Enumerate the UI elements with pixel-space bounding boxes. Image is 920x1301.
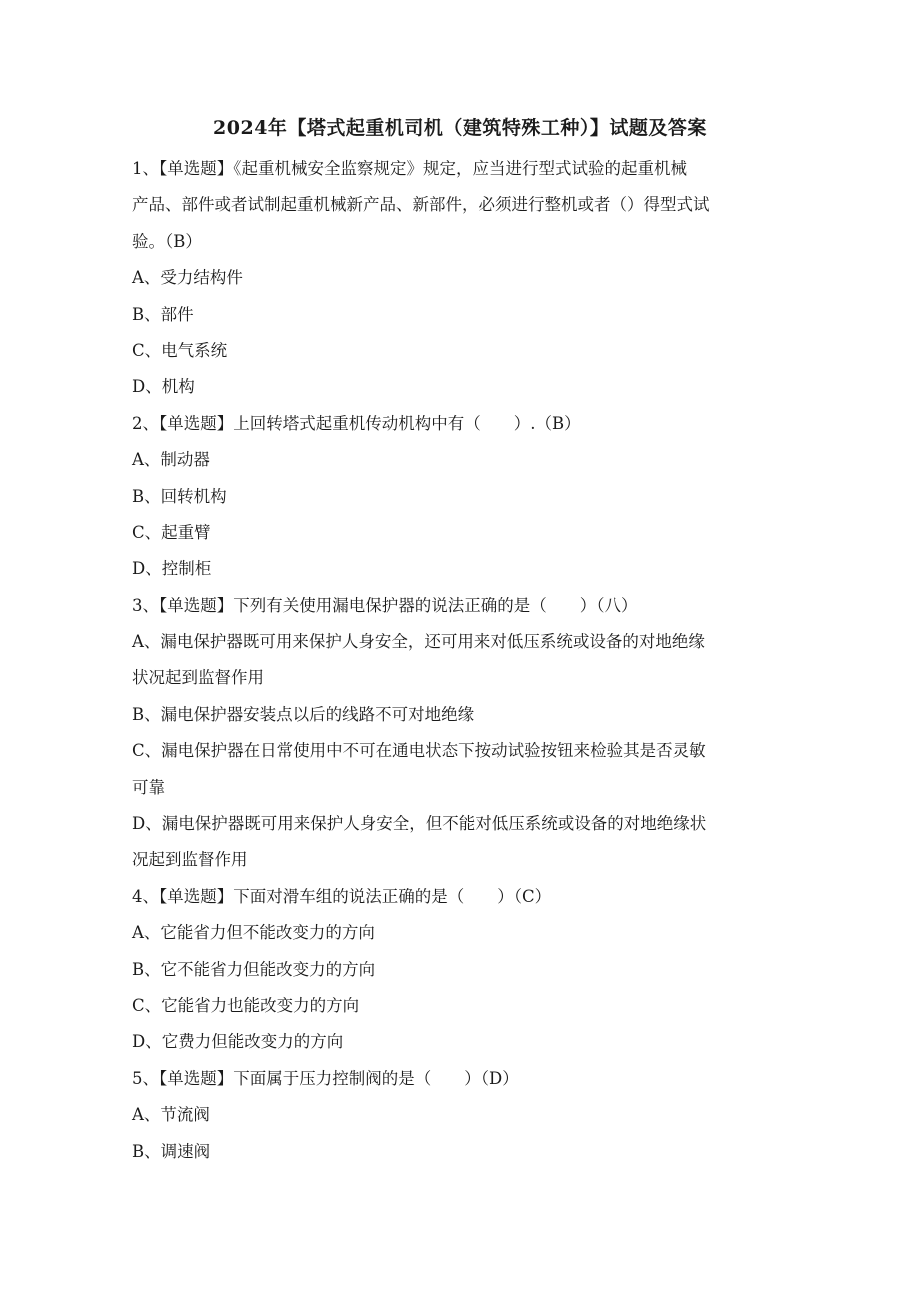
question-4-option-c: C、它能省力也能改变力的方向 bbox=[132, 995, 360, 1015]
question-5-text: 5、【单选题】下面属于压力控制阀的是（ ）（D） bbox=[132, 1068, 519, 1088]
question-5-option-b: B、调速阀 bbox=[132, 1141, 211, 1161]
question-3-text: 3、【单选题】下列有关使用漏电保护器的说法正确的是（ ）（八） bbox=[132, 595, 638, 615]
question-4-option-d: D、它费力但能改变力的方向 bbox=[132, 1032, 344, 1052]
question-1-text: 1、【单选题】《起重机械安全监察规定》规定，应当进行型式试验的起重机械 bbox=[132, 159, 687, 178]
question-1-text-cont: 产品、部件或者试制起重机械新产品、新部件，必须进行整机或者（）得型式试 bbox=[132, 195, 710, 215]
question-1-option-c: C、电气系统 bbox=[132, 340, 228, 360]
question-1-option-d: D、机构 bbox=[132, 377, 195, 397]
question-4-option-b: B、它不能省力但能改变力的方向 bbox=[132, 959, 376, 979]
question-1-text-end: 验。（B） bbox=[132, 231, 202, 251]
question-3-option-d-cont: 况起到监督作用 bbox=[132, 850, 248, 870]
question-3-option-a-cont: 状况起到监督作用 bbox=[132, 668, 264, 688]
question-1-option-a: A、受力结构件 bbox=[132, 268, 243, 288]
question-4-text: 4、【单选题】下面对滑车组的说法正确的是（ ）（C） bbox=[132, 886, 552, 906]
question-2-option-a: A、制动器 bbox=[132, 450, 210, 470]
question-1-option-b: B、部件 bbox=[132, 304, 194, 324]
question-2-option-d: D、控制柜 bbox=[132, 559, 212, 579]
question-5-option-a: A、节流阀 bbox=[132, 1105, 210, 1125]
question-2-option-c: C、起重臂 bbox=[132, 522, 211, 542]
question-3-option-c: C、漏电保护器在日常使用中不可在通电状态下按动试验按钮来检验其是否灵敏 bbox=[132, 741, 706, 761]
question-3-option-d: D、漏电保护器既可用来保护人身安全，但不能对低压系统或设备的对地绝缘状 bbox=[132, 814, 707, 834]
question-3-option-b: B、漏电保护器安装点以后的线路不可对地绝缘 bbox=[132, 704, 475, 724]
question-2-option-b: B、回转机构 bbox=[132, 486, 227, 506]
question-2-text: 2、【单选题】上回转塔式起重机传动机构中有（ ）.（B） bbox=[132, 413, 581, 433]
question-3-option-a: A、漏电保护器既可用来保护人身安全，还可用来对低压系统或设备的对地绝缘 bbox=[132, 632, 705, 652]
question-3-option-c-cont: 可靠 bbox=[132, 777, 165, 797]
document-title: 2024年【塔式起重机司机（建筑特殊工种）】试题及答案 bbox=[213, 117, 707, 139]
question-4-option-a: A、它能省力但不能改变力的方向 bbox=[132, 923, 375, 943]
document-body bbox=[132, 151, 792, 1170]
